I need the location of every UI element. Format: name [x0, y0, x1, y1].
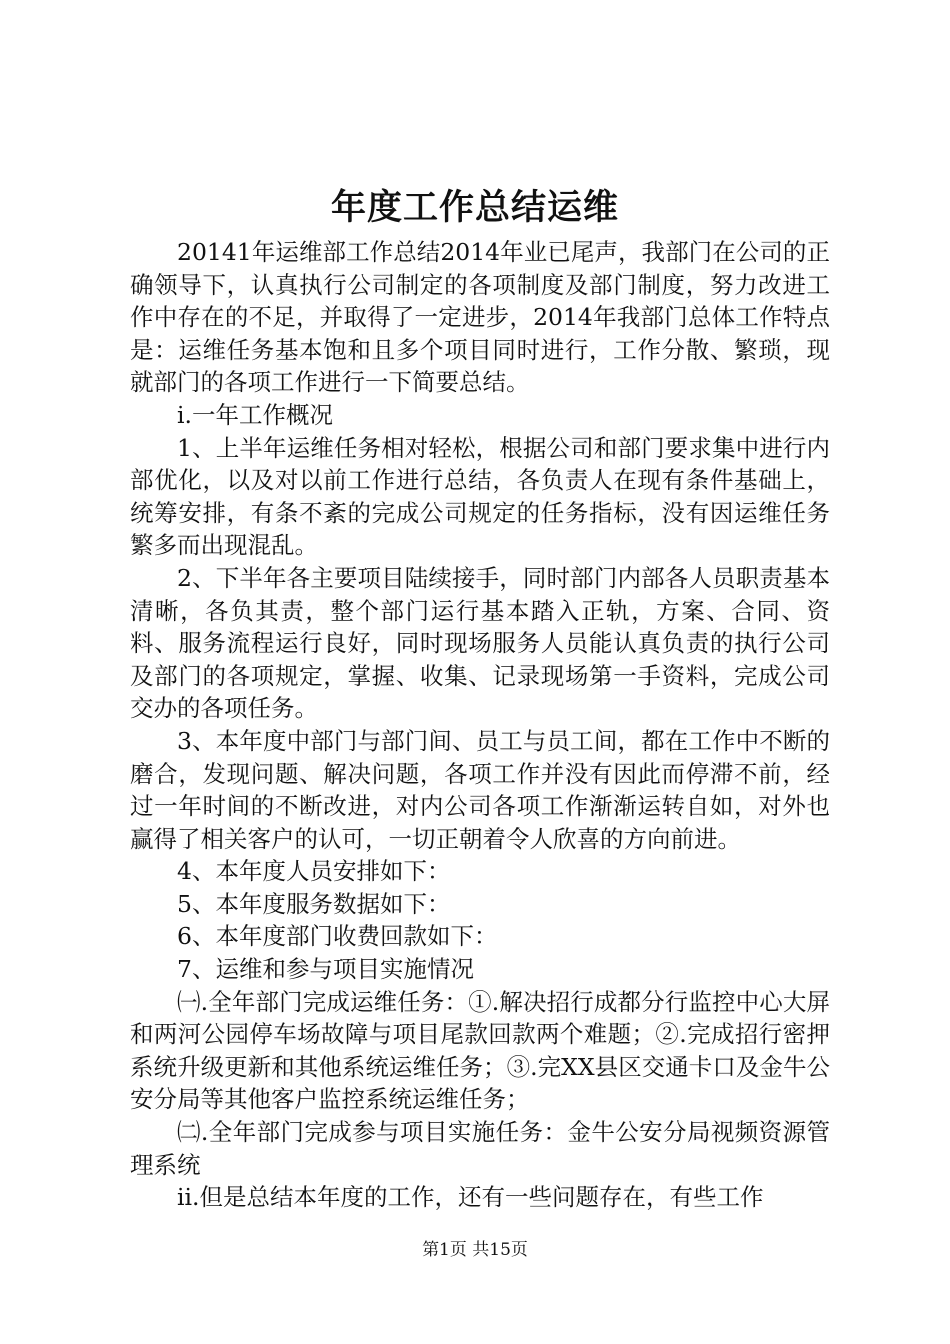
paragraph-item-3: 3、本年度中部门与部门间、员工与员工间，都在工作中不断的磨合，发现问题、解决问题，各项工作并没有因此而停滞不前，经过一年时间的不断改进，对内公司各项工作渐渐运转自如，对外也赢得了相关客户的认可，一切正朝着令人欣喜的方向前进。: [130, 726, 830, 853]
paragraph-item-7: 7、运维和参与项目实施情况: [177, 955, 474, 984]
paragraph-item-2: 2、下半年各主要项目陆续接手，同时部门内部各人员职责基本清晰，各负其责，整个部门运行基本踏入正轨，方案、合同、资料、服务流程运行良好，同时现场服务人员能认真负责的执行公司及部门的各项规定，掌握、收集、记录现场第一手资料，完成公司交办的各项任务。: [130, 563, 830, 723]
page-footer: 第1页 共15页: [422, 1240, 528, 1260]
section-heading-problems: ⅱ.但是总结本年度的工作，还有一些问题存在，有些工作: [177, 1183, 764, 1212]
paragraph-item-6: 6、本年度部门收费回款如下：: [177, 922, 498, 951]
document-body: [130, 236, 830, 1214]
section-heading-overview: ⅰ.一年工作概况: [177, 400, 333, 429]
document-title: 年度工作总结运维: [330, 187, 619, 228]
paragraph-item-5: 5、本年度服务数据如下：: [177, 889, 451, 918]
paragraph-subitem-2: ㈡.全年部门完成参与项目实施任务：金牛公安分局视频资源管理系统: [130, 1118, 830, 1179]
paragraph-subitem-1: ㈠.全年部门完成运维任务：①.解决招行成都分行监控中心大屏和两河公园停车场故障与项目尾款回款两个难题；②.完成招行密押系统升级更新和其他系统运维任务；③.完XX县区交通卡口及金牛公安分局等其他客户监控系统运维任务；: [130, 987, 830, 1114]
paragraph-intro: 20141年运维部工作总结2014年业已尾声，我部门在公司的正确领导下，认真执行公司制定的各项制度及部门制度，努力改进工作中存在的不足，并取得了一定进步，2014年我部门总体工作特点是：运维任务基本饱和且多个项目同时进行，工作分散、繁琐，现就部门的各项工作进行一下简要总结。: [130, 238, 830, 397]
paragraph-item-1: 1、上半年运维任务相对轻松，根据公司和部门要求集中进行内部优化，以及对以前工作进行总结，各负责人在现有条件基础上，统筹安排，有条不紊的完成公司规定的任务指标，没有因运维任务繁多而出现混乱。: [130, 433, 830, 560]
paragraph-item-4: 4、本年度人员安排如下：: [177, 857, 451, 886]
